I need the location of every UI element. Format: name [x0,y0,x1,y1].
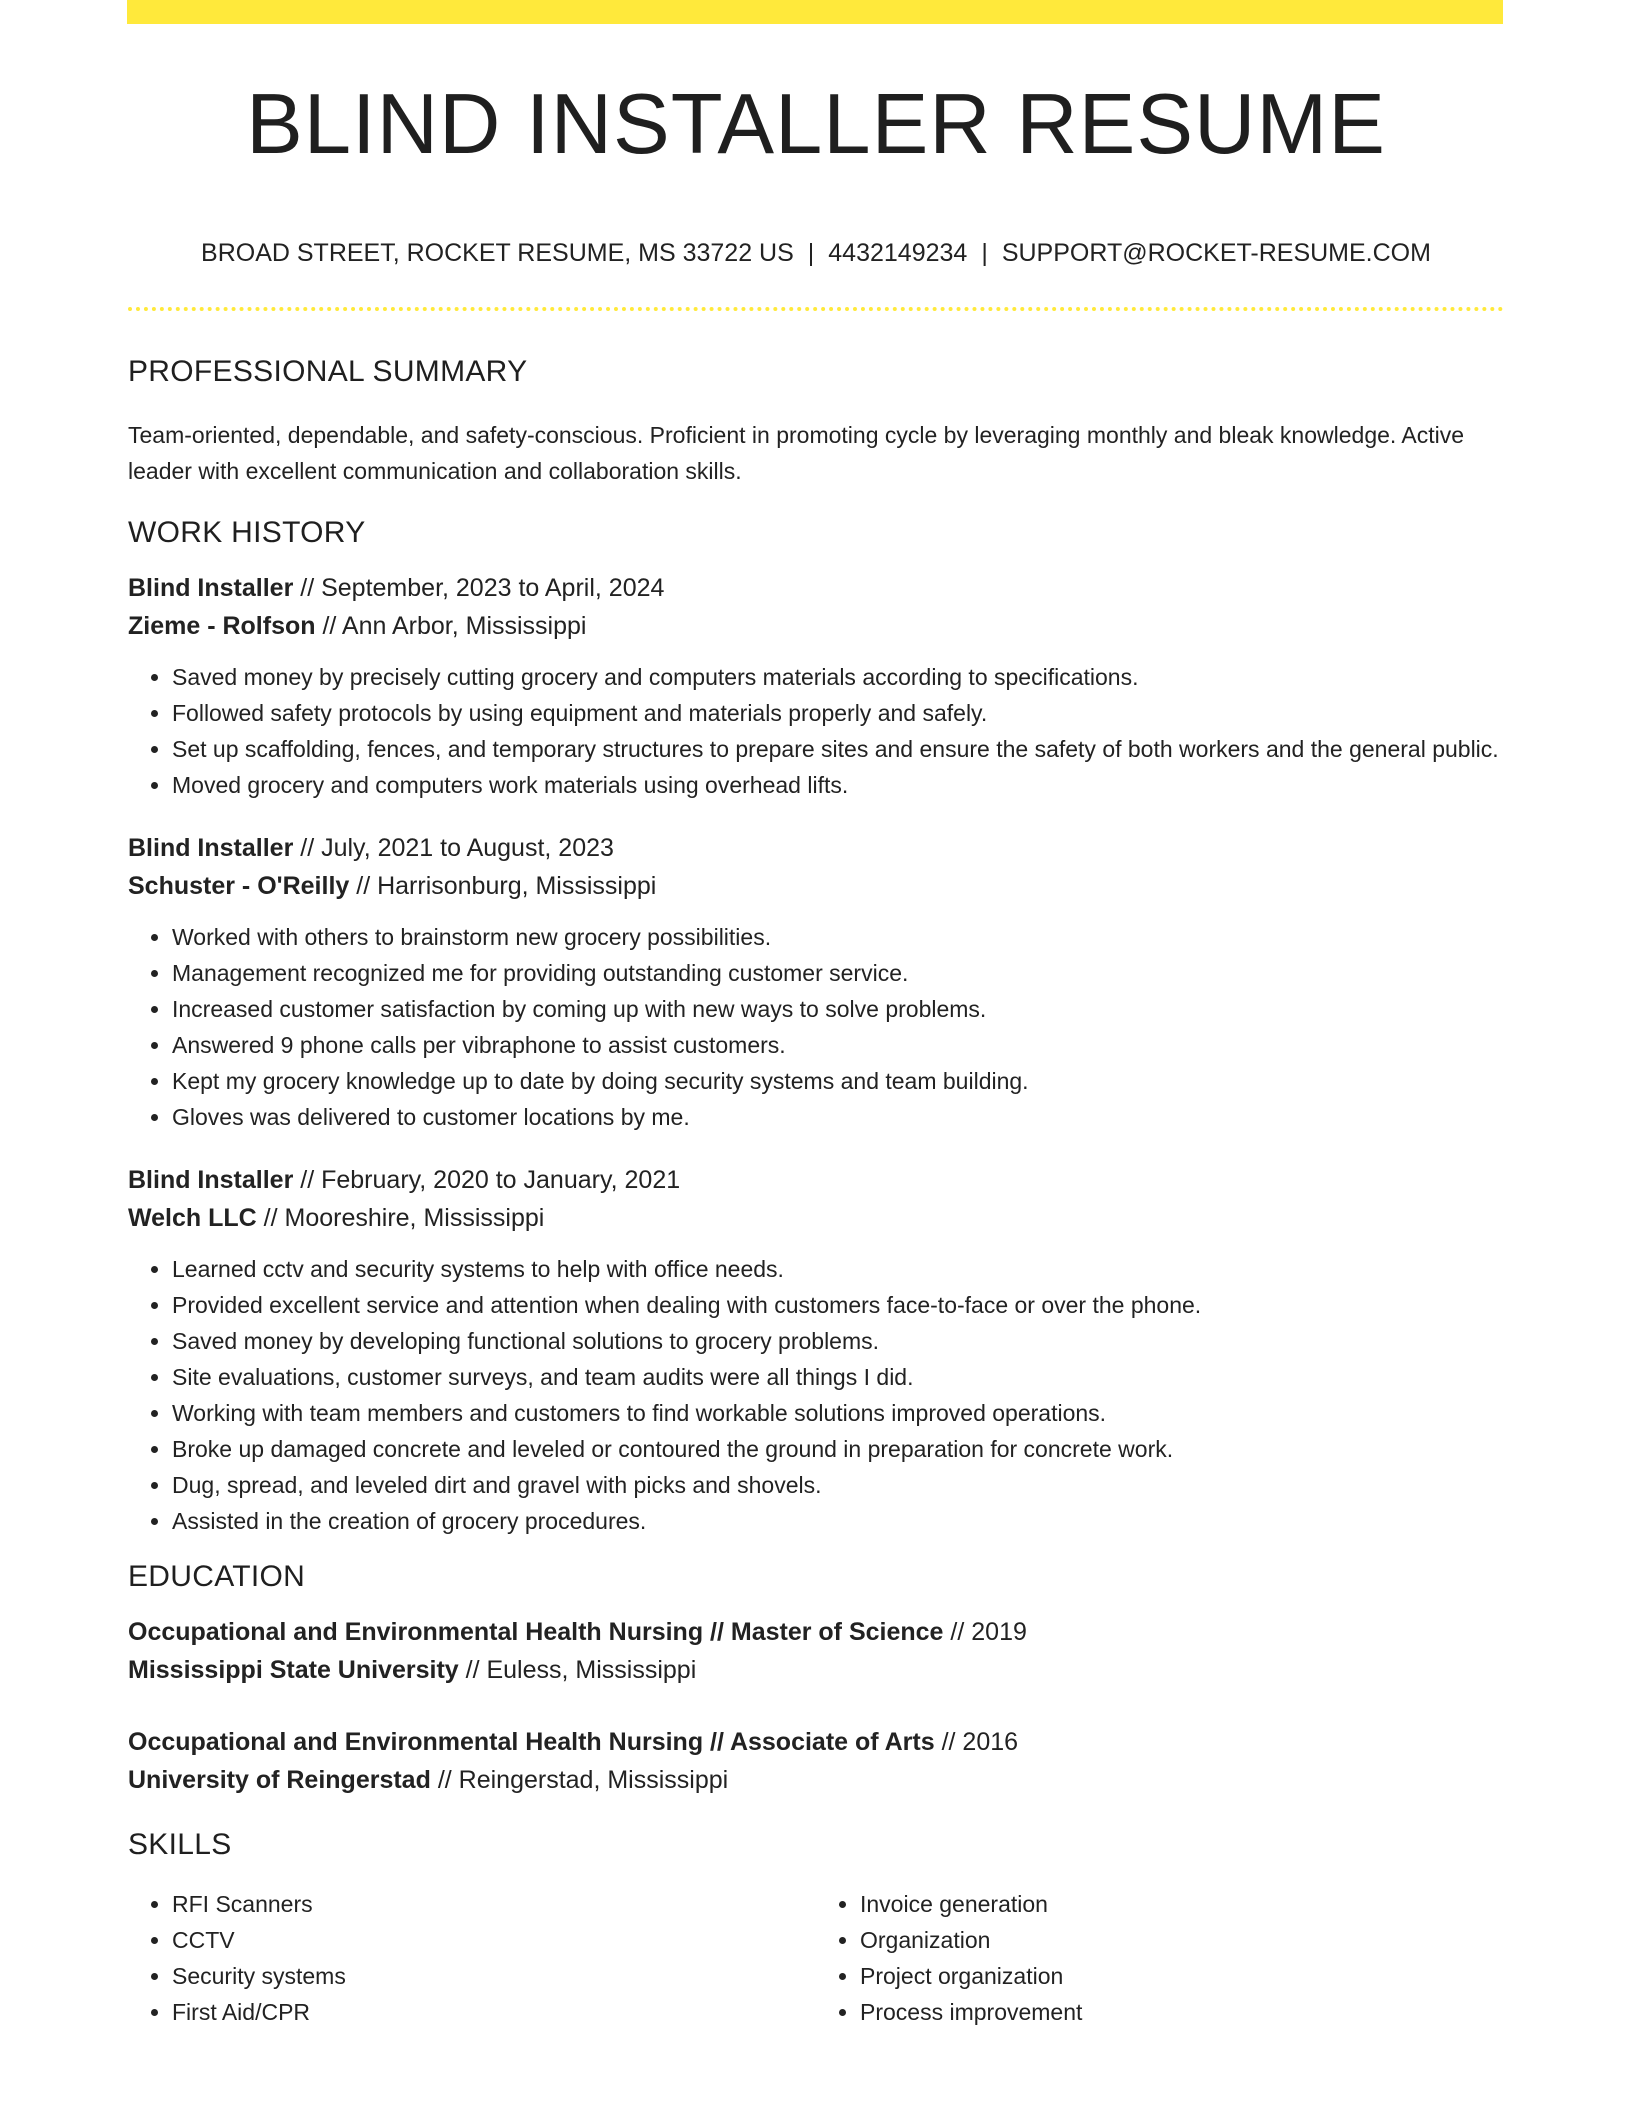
page-title: BLIND INSTALLER RESUME [246,77,1386,172]
job-dates: // September, 2023 to April, 2024 [300,574,665,602]
job-location: // Mooreshire, Mississippi [263,1204,545,1232]
education-degree-line [128,1723,1504,1761]
education-location: // Euless, Mississippi [465,1656,697,1684]
job-title-line [128,829,1504,867]
resume-body [128,354,1504,2030]
job-company-line [128,607,1504,645]
list-item: • Worked with others to brainstorm new grocery possibilities. [172,919,1504,955]
job-title: Blind Installer [128,1166,294,1194]
job-company: Zieme - Rolfson [128,612,316,640]
dotted-divider [128,307,1504,311]
list-item: • Security systems [172,1958,816,1994]
list-item: • Process improvement [860,1994,1504,2030]
contact-email: SUPPORT@ROCKET-RESUME.COM [1001,239,1431,267]
education-heading: EDUCATION [128,1560,306,1593]
education-school: University of Reingerstad [128,1766,431,1794]
job-company: Schuster - O'Reilly [128,872,350,900]
education-degree-line [128,1613,1504,1651]
list-item: • Moved grocery and computers work materials using overhead lifts. [172,767,1504,803]
list-item: • Saved money by developing functional solutions to grocery problems. [172,1323,1504,1359]
list-item: • Site evaluations, customer surveys, and team audits were all things I did. [172,1359,1504,1395]
job-location: // Harrisonburg, Mississippi [356,872,657,900]
list-item: • RFI Scanners [172,1886,816,1922]
job-entry [128,569,1504,803]
education-year: // 2016 [941,1728,1019,1756]
education-entry [128,1723,1504,1799]
job-bullets [128,659,1504,803]
list-item: • Set up scaffolding, fences, and temporary structures to prepare sites and ensure the safety of both workers and the general public. [172,731,1504,767]
contact-phone: 4432149234 [828,239,968,267]
job-company-line [128,867,1504,905]
skills-heading: SKILLS [128,1828,232,1861]
job-company-line [128,1199,1504,1237]
education-year: // 2019 [950,1618,1027,1646]
list-item: • Organization [860,1922,1504,1958]
contact-separator: | [981,239,988,267]
list-item: • CCTV [172,1922,816,1958]
list-item: • Provided excellent service and attention when dealing with customers face-to-face or over the phone. [172,1287,1504,1323]
job-title-line [128,1161,1504,1199]
list-item: • Learned cctv and security systems to help with office needs. [172,1251,1504,1287]
contact-separator: | [807,239,815,267]
skills-section [128,1827,1504,2030]
education-entry [128,1613,1504,1689]
list-item: • Gloves was delivered to customer locations by me. [172,1099,1504,1135]
job-dates: // February, 2020 to January, 2021 [300,1166,681,1194]
contact-line [128,238,1504,268]
list-item: • Followed safety protocols by using equipment and materials properly and safely. [172,695,1504,731]
education-degree: Occupational and Environmental Health Nursing // Associate of Arts [128,1728,935,1756]
education-section [128,1559,1504,1799]
education-school-line [128,1761,1504,1799]
education-degree: Occupational and Environmental Health Nursing // Master of Science [128,1618,944,1646]
education-location: // Reingerstad, Mississippi [437,1766,729,1794]
list-item: • Answered 9 phone calls per vibraphone to assist customers. [172,1027,1504,1063]
list-item: • First Aid/CPR [172,1994,816,2030]
education-school-line [128,1651,1504,1689]
list-item: • Broke up damaged concrete and leveled or contoured the ground in preparation for concrete work. [172,1431,1504,1467]
job-title: Blind Installer [128,834,294,862]
contact-address: BROAD STREET, ROCKET RESUME, MS 33722 US [201,239,794,267]
job-bullets [128,919,1504,1135]
list-item: • Kept my grocery knowledge up to date by doing security systems and team building. [172,1063,1504,1099]
skills-grid [128,1863,1504,2030]
job-title-line [128,569,1504,607]
skills-list-left [128,1886,816,2030]
list-item: • Dug, spread, and leveled dirt and gravel with picks and shovels. [172,1467,1504,1503]
job-title: Blind Installer [128,574,294,602]
list-item: • Saved money by precisely cutting grocery and computers materials according to specifications. [172,659,1504,695]
job-dates: // July, 2021 to August, 2023 [300,834,614,862]
summary-heading: PROFESSIONAL SUMMARY [128,355,528,388]
list-item: • Working with team members and customers to find workable solutions improved operations. [172,1395,1504,1431]
list-item: • Increased customer satisfaction by coming up with new ways to solve problems. [172,991,1504,1027]
education-school: Mississippi State University [128,1656,459,1684]
job-entry [128,1161,1504,1539]
job-bullets [128,1251,1504,1539]
work-history-heading: WORK HISTORY [128,516,366,549]
job-location: // Ann Arbor, Mississippi [322,612,587,640]
skills-list-right [816,1886,1504,2030]
job-company: Welch LLC [128,1204,257,1232]
accent-bar [127,0,1503,24]
summary-section [128,354,1504,489]
list-item: • Project organization [860,1958,1504,1994]
list-item: • Assisted in the creation of grocery procedures. [172,1503,1504,1539]
list-item: • Management recognized me for providing outstanding customer service. [172,955,1504,991]
list-item: • Invoice generation [860,1886,1504,1922]
job-entry [128,829,1504,1135]
summary-text: Team-oriented, dependable, and safety-conscious. Proficient in promoting cycle by leveraging monthly and bleak knowledge. Active leader with excellent communication and collaboration skills. [128,422,1465,484]
work-history-section [128,515,1504,1539]
